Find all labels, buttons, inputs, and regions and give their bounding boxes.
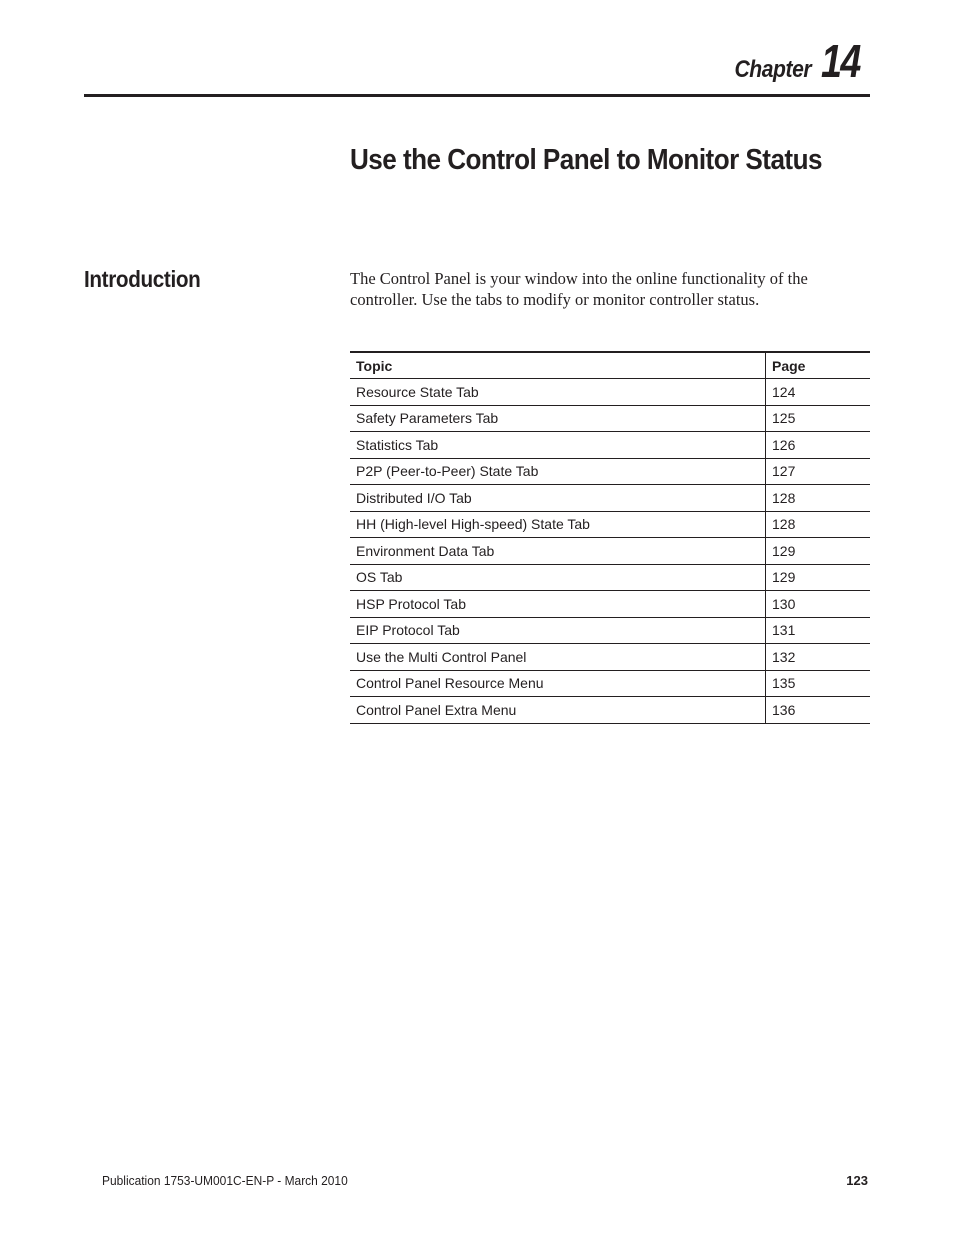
page-cell: 136 bbox=[766, 697, 871, 724]
page-cell: 128 bbox=[766, 511, 871, 538]
table-row bbox=[350, 405, 870, 432]
section-heading: Introduction bbox=[84, 266, 201, 292]
topic-cell: EIP Protocol Tab bbox=[350, 617, 766, 644]
header-page: Page bbox=[766, 352, 871, 379]
footer-page-number: 123 bbox=[846, 1173, 868, 1188]
chapter-header bbox=[724, 34, 868, 88]
topic-cell: OS Tab bbox=[350, 564, 766, 591]
topic-cell: Distributed I/O Tab bbox=[350, 485, 766, 512]
chapter-label: Chapter bbox=[734, 56, 811, 83]
page-cell: 127 bbox=[766, 458, 871, 485]
chapter-number: 14 bbox=[820, 35, 860, 87]
table-header-row bbox=[350, 352, 870, 379]
topic-cell: HSP Protocol Tab bbox=[350, 591, 766, 618]
footer-publication: Publication 1753-UM001C-EN-P - March 2010 bbox=[102, 1173, 348, 1188]
page-cell: 129 bbox=[766, 564, 871, 591]
table-row bbox=[350, 617, 870, 644]
page-cell: 125 bbox=[766, 405, 871, 432]
page-cell: 132 bbox=[766, 644, 871, 671]
table-row bbox=[350, 432, 870, 459]
page-cell: 124 bbox=[766, 379, 871, 406]
table-row bbox=[350, 670, 870, 697]
topic-cell: HH (High-level High-speed) State Tab bbox=[350, 511, 766, 538]
topic-cell: Resource State Tab bbox=[350, 379, 766, 406]
table-row bbox=[350, 379, 870, 406]
table-row bbox=[350, 485, 870, 512]
table-row bbox=[350, 644, 870, 671]
topic-cell: Control Panel Resource Menu bbox=[350, 670, 766, 697]
page-cell: 128 bbox=[766, 485, 871, 512]
topic-cell: P2P (Peer-to-Peer) State Tab bbox=[350, 458, 766, 485]
intro-paragraph: The Control Panel is your window into the online functionality of the controller. Use the tabs to modify or monitor controller status. bbox=[350, 269, 808, 309]
page-title: Use the Control Panel to Monitor Status bbox=[350, 144, 822, 176]
table-row bbox=[350, 591, 870, 618]
topics-table bbox=[350, 351, 870, 724]
topic-cell: Safety Parameters Tab bbox=[350, 405, 766, 432]
table-row bbox=[350, 564, 870, 591]
topic-cell: Control Panel Extra Menu bbox=[350, 697, 766, 724]
topic-cell: Use the Multi Control Panel bbox=[350, 644, 766, 671]
page-cell: 131 bbox=[766, 617, 871, 644]
table-row bbox=[350, 538, 870, 565]
page-cell: 135 bbox=[766, 670, 871, 697]
page-cell: 126 bbox=[766, 432, 871, 459]
table-row bbox=[350, 458, 870, 485]
header-rule bbox=[84, 94, 870, 97]
topic-cell: Statistics Tab bbox=[350, 432, 766, 459]
topic-cell: Environment Data Tab bbox=[350, 538, 766, 565]
table-row bbox=[350, 511, 870, 538]
header-topic: Topic bbox=[350, 352, 766, 379]
table-row bbox=[350, 697, 870, 724]
page-cell: 130 bbox=[766, 591, 871, 618]
page-cell: 129 bbox=[766, 538, 871, 565]
